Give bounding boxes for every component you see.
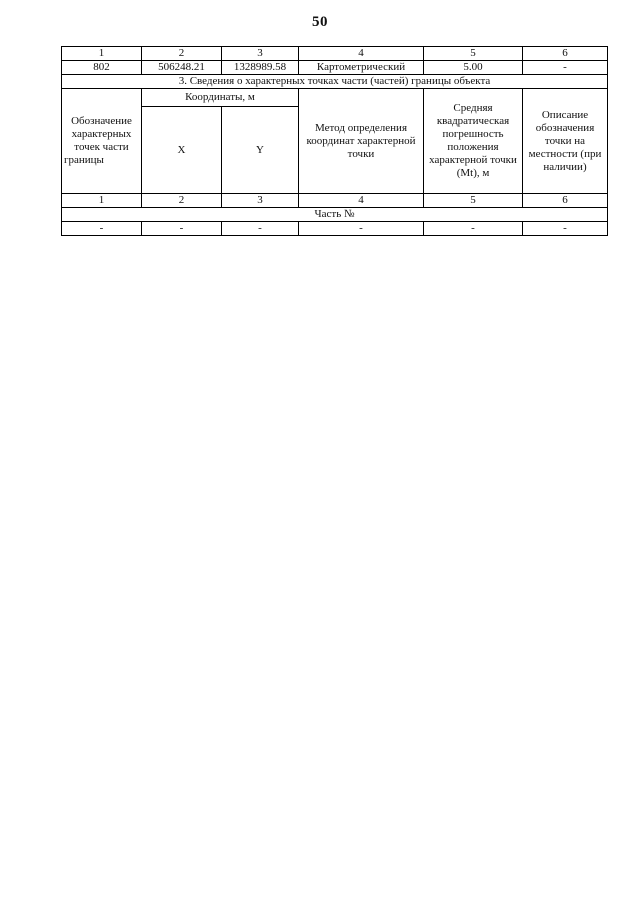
section-title-row (62, 75, 608, 89)
x-coordinate-cell: 506248.21 (142, 61, 222, 75)
y-coordinate-cell: 1328989.58 (222, 61, 299, 75)
empty-cell: - (424, 222, 523, 236)
error-cell: 5.00 (424, 61, 523, 75)
page-number: 50 (312, 14, 328, 30)
header-cell: 4 (299, 47, 424, 61)
number-cell: 6 (523, 194, 608, 208)
coordinates-table (61, 46, 608, 236)
header-cell: 5 (424, 47, 523, 61)
y-header: Y (222, 107, 299, 194)
x-header: X (142, 107, 222, 194)
coordinates-header: Координаты, м (142, 89, 299, 107)
table-row (62, 222, 608, 236)
description-header: Описание обозначения точки на местности (при наличии) (523, 89, 608, 194)
number-cell: 1 (62, 194, 142, 208)
number-cell: 2 (142, 194, 222, 208)
section-header-row (62, 89, 608, 107)
point-id-cell: 802 (62, 61, 142, 75)
header-cell: 3 (222, 47, 299, 61)
header-cell: 2 (142, 47, 222, 61)
section-title: 3. Сведения о характерных точках части (частей) границы объекта (62, 75, 608, 89)
section-numbers-row (62, 194, 608, 208)
table-row (62, 61, 608, 75)
description-cell: - (523, 61, 608, 75)
empty-cell: - (62, 222, 142, 236)
number-cell: 5 (424, 194, 523, 208)
number-cell: 3 (222, 194, 299, 208)
header-cell: 6 (523, 47, 608, 61)
empty-cell: - (222, 222, 299, 236)
empty-cell: - (142, 222, 222, 236)
method-header: Метод определения координат характерной точки (299, 89, 424, 194)
part-row (62, 208, 608, 222)
designation-header: Обозначение характерных точек части границы (62, 89, 142, 194)
error-header: Средняя квадратическая погрешность положения характерной точки (Mt), м (424, 89, 523, 194)
top-header-row (62, 47, 608, 61)
number-cell: 4 (299, 194, 424, 208)
part-label: Часть № (62, 208, 608, 222)
empty-cell: - (523, 222, 608, 236)
method-cell: Картометрический (299, 61, 424, 75)
header-cell: 1 (62, 47, 142, 61)
empty-cell: - (299, 222, 424, 236)
